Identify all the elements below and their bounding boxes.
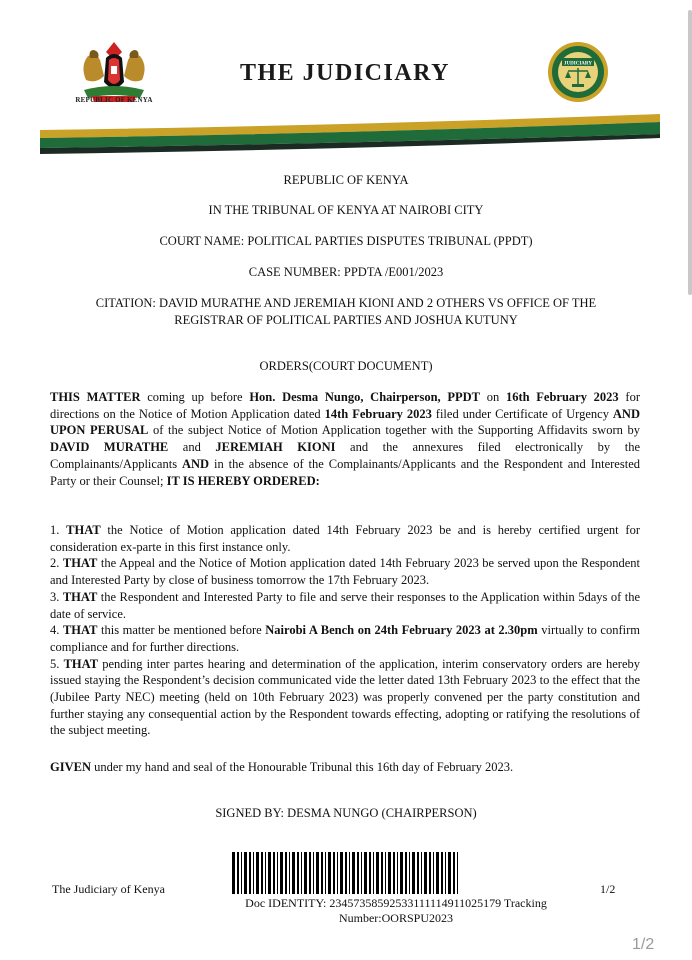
republic-heading: REPUBLIC OF KENYA [283,173,409,187]
scrollbar-thumb[interactable] [688,10,692,295]
judiciary-seal-icon [546,40,610,104]
viewer-page-indicator: 1/2 [632,936,655,953]
given-statement: GIVEN under my hand and seal of the Honourable Tribunal this 16th day of February 2023. [50,760,514,774]
footer-issuer: The Judiciary of Kenya [52,882,165,896]
orders-list [50,522,640,739]
order-item: 5. THAT pending inter partes hearing and determination of the application, interim conservatory orders are hereby issued staying the Respondent’s decision communicated vide the letter dated 13th February 2023 to the effect that the (Jubilee Party NEC) meeting (held on 10th February 2023) was properly convened per the party constitution and further staying any consequential action by the Respondent towards effecting, adopting or ratifying the resolutions of the subject meeting. [50,656,641,738]
page-title: THE JUDICIARY [239,60,450,86]
scrollbar[interactable] [686,0,692,300]
case-number: CASE NUMBER: PPDTA /E001/2023 [248,265,444,279]
doc-identity-line-2: Number:OORSPU2023 [338,911,453,925]
tribunal-heading: IN THE TRIBUNAL OF KENYA AT NAIROBI CITY [208,203,484,217]
footer-page-number: 1/2 [600,882,616,896]
barcode-icon [232,852,458,894]
orders-title: ORDERS(COURT DOCUMENT) [259,359,433,373]
seal-label: JUDICIARY [564,61,592,67]
order-item: 4. THAT this matter be mentioned before Nairobi A Bench on 24th February 2023 at 2.30pm virtually to confirm compliance and for further directions. [50,623,640,654]
order-item: 3. THAT the Respondent and Interested Party to file and serve their responses to the Application within 5days of the date of service. [50,589,641,621]
intro-paragraph: THIS MATTER coming up before Hon. Desma Nungo, Chairperson, PPDT on 16th February 2023 for directions on the Notice of Motion Application dated 14th February 2023 filed under Certificate of Urgency AND UPON PERUSAL of the subject Notice of Motion Application together with the Supporting Affidavits sworn by DAVID MURATHE and JEREMIAH KIONI and the annexures filed electronically by the Complainants/Applicants AND in the absence of the Complainants/Applicants and the Respondent and Interested Party or their Counsel; IT IS HEREBY ORDERED: [50,390,640,488]
header-divider-band [40,108,660,158]
coat-of-arms-caption: REPUBLIC OF KENYA [75,96,153,104]
order-item: 2. THAT the Appeal and the Notice of Motion application dated 14th February 2023 be served upon the Respondent and Interested Party by close of business tomorrow the 17th February 2023. [50,556,641,588]
order-item: 1. THAT the Notice of Motion application dated 14th February 2023 be and is hereby certified urgent for consideration ex-parte in this first instance only. [50,523,640,554]
doc-identity [196,896,596,926]
court-name: COURT NAME: POLITICAL PARTIES DISPUTES TRIBUNAL (PPDT) [159,234,533,248]
citation-line-1: CITATION: DAVID MURATHE AND JEREMIAH KIONI AND 2 OTHERS VS OFFICE OF THE [95,296,597,310]
signature-line: SIGNED BY: DESMA NUNGO (CHAIRPERSON) [215,806,477,820]
citation-line-2: REGISTRAR OF POLITICAL PARTIES AND JOSHUA KUTUNY [174,313,518,327]
doc-identity-line-1: Doc IDENTITY: 23457358592533111114911025179 Tracking [245,896,547,910]
